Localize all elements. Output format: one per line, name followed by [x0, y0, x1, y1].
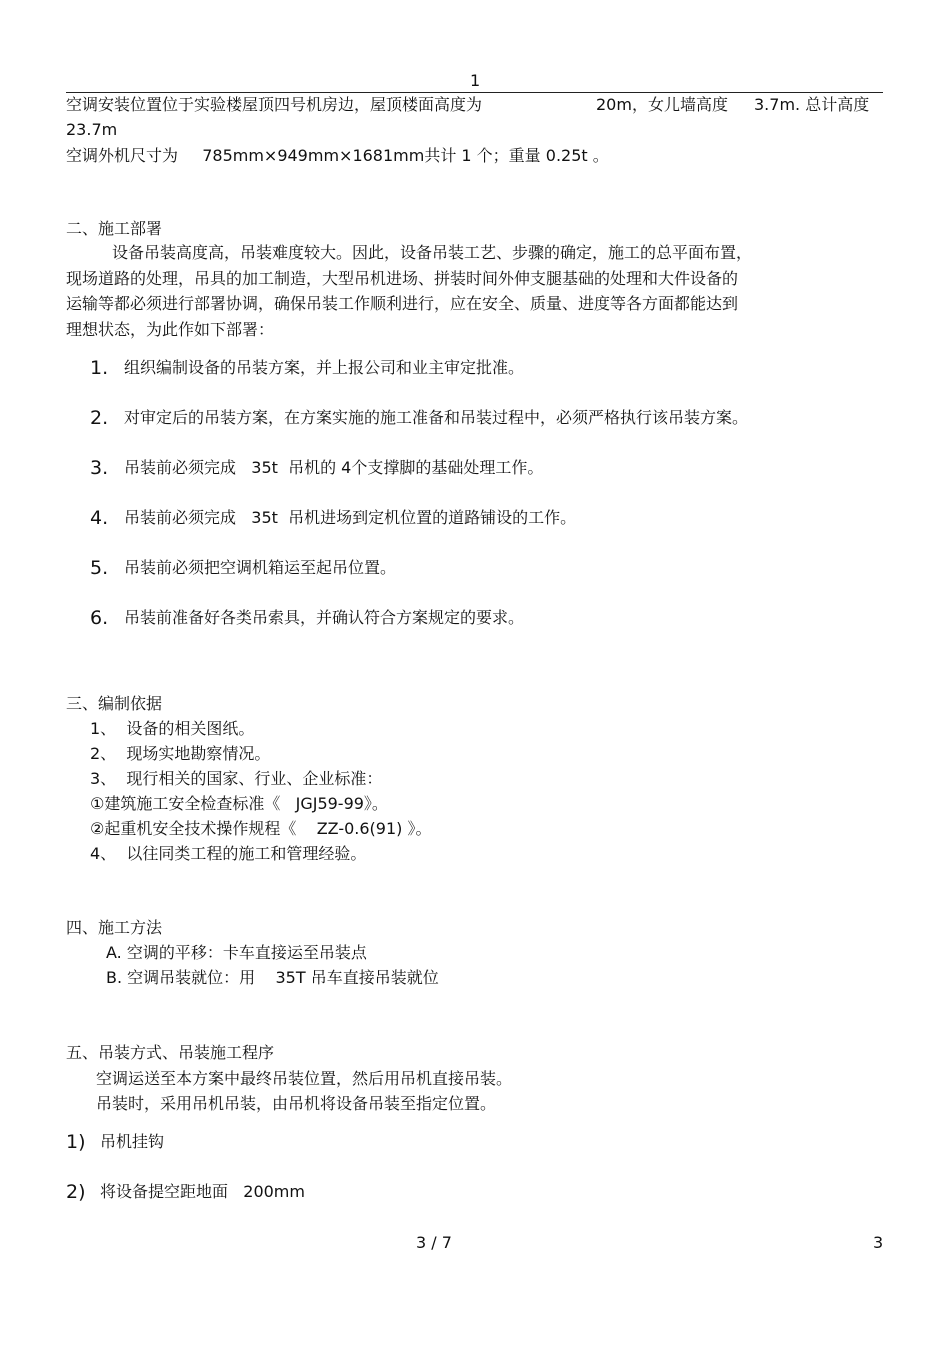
- section3-item: 3、 现行相关的国家、行业、企业标准：: [90, 769, 383, 788]
- header-page-number: 1: [470, 71, 481, 90]
- list-item-text: 吊装前必须完成 35t 吊机进场到定机位置的道路铺设的工作。: [124, 508, 577, 527]
- section2-paragraph-line-1: 设备吊装高度高，吊装难度较大。因此，设备吊装工艺、步骤的确定，施工的总平面布置，: [112, 243, 753, 262]
- section3-item: 2、 现场实地勘察情况。: [90, 744, 271, 763]
- list-item-text: 吊装前准备好各类吊索具，并确认符合方案规定的要求。: [124, 608, 525, 627]
- intro-line-1-part-c: 3.7m. 总计高度: [754, 95, 870, 114]
- section2-list-item: [90, 407, 749, 429]
- section2-list-item: [90, 357, 525, 379]
- section5-heading: 五、吊装方式、吊装施工程序: [66, 1043, 275, 1062]
- section2-heading: 二、施工部署: [66, 219, 163, 238]
- section3-item: ②起重机安全技术操作规程《 ZZ-0.6(91) 》。: [90, 819, 432, 838]
- section2-paragraph-line-2: 现场道路的处理，吊具的加工制造，大型吊机进场、拼装时间外伸支腿基础的处理和大件设备的: [66, 269, 739, 288]
- section3-item: 4、 以往同类工程的施工和管理经验。: [90, 844, 367, 863]
- section3-item: 1、 设备的相关图纸。: [90, 719, 255, 738]
- list-item-number: 1.: [90, 357, 109, 379]
- intro-line-2: 23.7m: [66, 120, 118, 139]
- list-item-text: 组织编制设备的吊装方案，并上报公司和业主审定批准。: [124, 358, 525, 377]
- section4-item: A. 空调的平移：卡车直接运至吊装点: [106, 943, 367, 962]
- section4-heading: 四、施工方法: [66, 918, 163, 937]
- list-item-text: 吊装前必须把空调机箱运至起吊位置。: [124, 558, 397, 577]
- footer-page-number: 3: [873, 1233, 884, 1252]
- list-item-number: 6.: [90, 607, 109, 629]
- footer-page-indicator: 3 / 7: [416, 1233, 452, 1252]
- list-item-number: 5.: [90, 557, 109, 579]
- step-number: 1): [66, 1131, 86, 1153]
- section5-step: [66, 1131, 165, 1153]
- step-number: 2): [66, 1181, 86, 1203]
- list-item-text: 吊装前必须完成 35t 吊机的 4个支撑脚的基础处理工作。: [124, 458, 544, 477]
- section2-list-item: [90, 457, 544, 479]
- intro-line-3-part-a: 空调外机尺寸为: [66, 146, 179, 165]
- list-item-number: 2.: [90, 407, 109, 429]
- section4-item: B. 空调吊装就位：用 35T 吊车直接吊装就位: [106, 968, 439, 987]
- section2-list-item: [90, 507, 577, 529]
- intro-line-1-part-b: 20m，女儿墙高度: [596, 95, 728, 114]
- intro-line-3: [66, 146, 609, 166]
- section5-step: [66, 1181, 305, 1203]
- section3-item: ①建筑施工安全检查标准《 JGJ59-99》。: [90, 794, 388, 813]
- intro-line-1-part-a: 空调安装位置位于实验楼屋顶四号机房边，屋顶楼面高度为: [66, 95, 483, 114]
- section2-list-item: [90, 607, 525, 629]
- section5-paragraph-line-1: 空调运送至本方案中最终吊装位置，然后用吊机直接吊装。: [96, 1069, 513, 1088]
- list-item-text: 对审定后的吊装方案，在方案实施的施工准备和吊装过程中，必须严格执行该吊装方案。: [124, 408, 749, 427]
- header-divider: [66, 92, 883, 93]
- intro-line-3-part-b: 785mm×949mm×1681mm共计 1 个；重量 0.25t 。: [202, 146, 609, 165]
- section5-paragraph-line-2: 吊装时，采用吊机吊装，由吊机将设备吊装至指定位置。: [96, 1094, 497, 1113]
- step-text: 吊机挂钩: [100, 1132, 165, 1151]
- intro-line-1: [66, 95, 870, 115]
- list-item-number: 3.: [90, 457, 109, 479]
- section2-list-item: [90, 557, 397, 579]
- section3-heading: 三、编制依据: [66, 694, 163, 713]
- step-text: 将设备提空距地面 200mm: [100, 1182, 305, 1201]
- list-item-number: 4.: [90, 507, 109, 529]
- section2-paragraph-line-4: 理想状态，为此作如下部署：: [66, 320, 275, 339]
- section2-paragraph-line-3: 运输等都必须进行部署协调，确保吊装工作顺利进行，应在安全、质量、进度等各方面都能达到: [66, 294, 739, 313]
